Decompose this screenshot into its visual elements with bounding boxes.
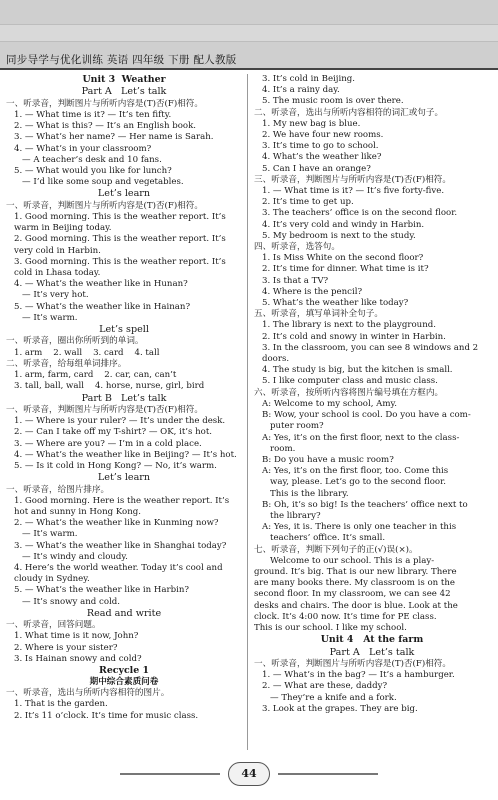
- text-line: 5. The music room is over there.: [262, 96, 404, 107]
- text-line: 4. Here’s the world weather. Today it’s cool and: [14, 562, 223, 573]
- text-line: desks and chairs. The door is blue. Look at the: [254, 600, 458, 611]
- text-line: very cold in Harbin.: [14, 245, 101, 256]
- text-line: 1. What time is it now, John?: [14, 631, 139, 642]
- text-line: 期中综合素质问卷: [89, 676, 159, 687]
- book-title: 同步导学与优化训练 英语 四年级 下册 配人教版: [6, 54, 237, 66]
- text-line: — A teacher’s desk and 10 fans.: [22, 154, 162, 165]
- text-line: 4. — What’s in your classroom?: [14, 143, 152, 154]
- text-line: 3. — Where are you? — I’m in a cold place.: [14, 438, 202, 449]
- text-line: teachers’ office. It’s small.: [270, 533, 386, 544]
- text-line: 2. Good morning. This is the weather report. It’s: [14, 234, 226, 245]
- page-number: 44: [228, 762, 270, 786]
- text-line: 二、听录音，选出与所听内容相符的词汇或句子。: [254, 107, 444, 118]
- text-line: 3. In the classroom, you can see 8 windows and 2: [262, 342, 479, 353]
- text-line: 一、听录音，回答问题。: [6, 620, 101, 631]
- text-line: Let’s learn: [97, 188, 151, 200]
- text-line: Welcome to our school. This is a play-: [270, 555, 435, 566]
- text-line: This is our school. I like my school.: [254, 622, 407, 633]
- text-line: 一、听录音，判断图片与所听内容是(T)否(F)相符。: [254, 658, 451, 669]
- text-line: A: Yes, it’s on the first floor, next to the class-: [262, 432, 460, 443]
- text-line: 一、听录音，选出与所听内容相符的图片。: [6, 688, 170, 699]
- text-line: Recycle 1: [99, 664, 149, 676]
- text-line: 2. — Can I take off my T-shirt? — OK, it’s hot.: [14, 427, 213, 438]
- text-line: Part A Let’s talk: [329, 646, 415, 658]
- text-line: 4. What’s the weather like?: [262, 152, 382, 163]
- text-line: 4. — What’s the weather like in Beijing? — It’s hot.: [14, 449, 237, 460]
- text-line: 2. It’s cold and snowy in winter in Harbin.: [262, 331, 446, 342]
- text-line: clock. It’s 4:00 now. It’s time for PE class.: [254, 611, 437, 622]
- text-line: 1. My new bag is blue.: [262, 118, 361, 129]
- text-line: the library?: [270, 510, 321, 521]
- text-line: 六、听录音，按所听内容将图片编号填在方框内。: [254, 387, 444, 398]
- text-line: second floor. In my classroom, we can see 42: [254, 589, 451, 600]
- text-line: Read and write: [86, 607, 162, 619]
- text-line: ground. It’s big. That is our new library. There: [254, 566, 457, 577]
- text-line: 4. It’s a rainy day.: [262, 85, 340, 96]
- text-line: 3. It’s cold in Beijing.: [262, 74, 355, 84]
- text-line: 1. — What’s in the bag? — It’s a hamburger.: [262, 670, 455, 681]
- text-line: Part A Let’s talk: [81, 86, 167, 98]
- text-line: A: Yes, it’s on the first floor, too. Come this: [262, 466, 449, 477]
- text-line: 4. It’s very cold and windy in Harbin.: [262, 219, 425, 230]
- text-line: — It’s very hot.: [22, 290, 89, 301]
- text-line: doors.: [262, 354, 290, 365]
- text-line: 5. My bedroom is next to the study.: [262, 230, 416, 241]
- right-column: [254, 74, 490, 754]
- text-line: cloudy in Sydney.: [14, 574, 90, 585]
- text-line: 2. — What is this? — It’s an English book.: [14, 121, 197, 132]
- text-line: 一、听录音，给图片排序。: [6, 484, 110, 495]
- text-line: 2. It’s time to get up.: [262, 197, 354, 208]
- text-line: 5. I like computer class and music class.: [262, 376, 438, 387]
- text-line: Unit 3 Weather: [82, 74, 166, 85]
- text-line: 5. — What’s the weather like in Harbin?: [14, 585, 190, 596]
- footer-ornament-right: [278, 773, 378, 775]
- text-line: Part B Let’s talk: [81, 392, 167, 404]
- page-footer: [0, 756, 498, 800]
- left-column: [6, 74, 242, 754]
- text-line: 5. — What’s the weather like in Hainan?: [14, 301, 191, 312]
- text-line: 1. Good morning. Here is the weather report. It’s: [14, 495, 230, 506]
- text-line: 3. — What’s the weather like in Shanghai today?: [14, 540, 227, 551]
- text-line: 1. Good morning. This is the weather report. It’s: [14, 212, 226, 223]
- text-line: 3. — What’s her name? — Her name is Sarah.: [14, 132, 214, 143]
- text-line: 5. — What would you like for lunch?: [14, 166, 172, 177]
- text-line: 2. — What’s the weather like in Kunming now?: [14, 518, 219, 529]
- text-line: 4. Where is the pencil?: [262, 286, 363, 297]
- text-line: 1. Is Miss White on the second floor?: [262, 253, 424, 264]
- text-line: 一、听录音，圈出你所听到的单词。: [6, 336, 144, 347]
- text-line: 3. Is that a TV?: [262, 275, 329, 286]
- text-line: 一、听录音，判断图片与所听内容是(T)否(F)相符。: [6, 200, 203, 211]
- text-line: Let’s learn: [97, 472, 151, 484]
- text-line: 1. — What time is it? — It’s ten fifty.: [14, 110, 172, 121]
- text-line: — It’s warm.: [22, 529, 78, 540]
- text-line: 5. Can I have an orange?: [262, 163, 371, 174]
- text-line: 4. The study is big, but the kitchen is small.: [262, 365, 453, 376]
- text-line: 1. arm 2. wall 3. card 4. tall: [14, 347, 160, 358]
- text-line: 一、听录音，判断图片与所听内容是(T)否(F)相符。: [6, 404, 203, 415]
- text-line: 2. Where is your sister?: [14, 642, 118, 653]
- text-line: 3. It’s time to go to school.: [262, 141, 379, 152]
- text-line: 2. It’s time for dinner. What time is it?: [262, 264, 429, 275]
- text-line: 二、听录音，给每组单词排序。: [6, 358, 127, 369]
- text-line: are many books there. My classroom is on the: [254, 578, 456, 589]
- text-line: — It’s snowy and cold.: [22, 596, 120, 607]
- text-line: — I’d like some soup and vegetables.: [22, 177, 184, 188]
- text-line: room.: [270, 443, 296, 454]
- text-line: 三、听录音，判断图片与所听内容是(T)否(F)相符。: [254, 174, 451, 185]
- text-line: 1. — Where is your ruler? — It’s under the desk.: [14, 416, 226, 427]
- text-line: 2. We have four new rooms.: [262, 130, 384, 141]
- header-band: [0, 24, 498, 42]
- footer-ornament-left: [120, 773, 220, 775]
- text-line: 5. What’s the weather like today?: [262, 298, 409, 309]
- text-line: 2. — What are these, daddy?: [262, 681, 388, 692]
- text-line: 五、听录音，填写单词补全句子。: [254, 309, 383, 320]
- text-line: cold in Lhasa today.: [14, 268, 101, 279]
- text-line: way, please. Let’s go to the second floor.: [270, 477, 446, 488]
- page-header: [0, 0, 498, 70]
- text-line: 3. Look at the grapes. They are big.: [262, 703, 418, 714]
- text-line: 1. — What time is it? — It’s five forty-five.: [262, 186, 445, 197]
- text-line: Let’s spell: [99, 324, 149, 336]
- text-line: A: Welcome to my school, Amy.: [262, 398, 397, 409]
- text-line: 3. The teachers’ office is on the second floor.: [262, 208, 458, 219]
- text-line: A: Yes, it is. There is only one teacher in this: [262, 522, 457, 533]
- text-line: 七、听录音，判断下列句子的正(√)误(×)。: [254, 544, 418, 555]
- text-line: 3. tall, ball, wall 4. horse, nurse, girl, bird: [14, 381, 205, 392]
- text-line: 4. — What’s the weather like in Hunan?: [14, 279, 188, 290]
- text-line: hot and sunny in Hong Kong.: [14, 506, 141, 517]
- text-line: B: Oh, it’s so big! Is the teachers’ office next to: [262, 499, 468, 510]
- text-line: 四、听录音，选答句。: [254, 242, 340, 253]
- text-line: — It’s warm.: [22, 312, 78, 323]
- text-line: puter room?: [270, 421, 324, 432]
- text-line: 1. The library is next to the playground.: [262, 320, 436, 331]
- text-line: — They’re a knife and a fork.: [270, 692, 397, 703]
- text-line: This is the library.: [270, 488, 349, 499]
- column-divider: [247, 74, 248, 750]
- text-line: 3. Good morning. This is the weather report. It’s: [14, 256, 226, 267]
- text-line: Unit 4 At the farm: [320, 634, 424, 646]
- text-line: 1. arm, farm, card 2. car, can, can’t: [14, 370, 177, 381]
- text-line: 5. — Is it cold in Hong Kong? — No, it’s warm.: [14, 460, 217, 471]
- text-line: 一、听录音，判断图片与所听内容是(T)否(F)相符。: [6, 98, 203, 109]
- text-line: B: Do you have a music room?: [262, 454, 394, 465]
- text-line: — It’s windy and cloudy.: [22, 551, 128, 562]
- text-line: warm in Beijing today.: [14, 223, 112, 234]
- text-line: 2. It’s 11 o’clock. It’s time for music class.: [14, 710, 199, 721]
- text-line: 1. That is the garden.: [14, 699, 108, 710]
- header-rule: [0, 68, 498, 70]
- text-line: 3. Is Hainan snowy and cold?: [14, 653, 142, 664]
- text-line: B: Wow, your school is cool. Do you have a com-: [262, 410, 471, 421]
